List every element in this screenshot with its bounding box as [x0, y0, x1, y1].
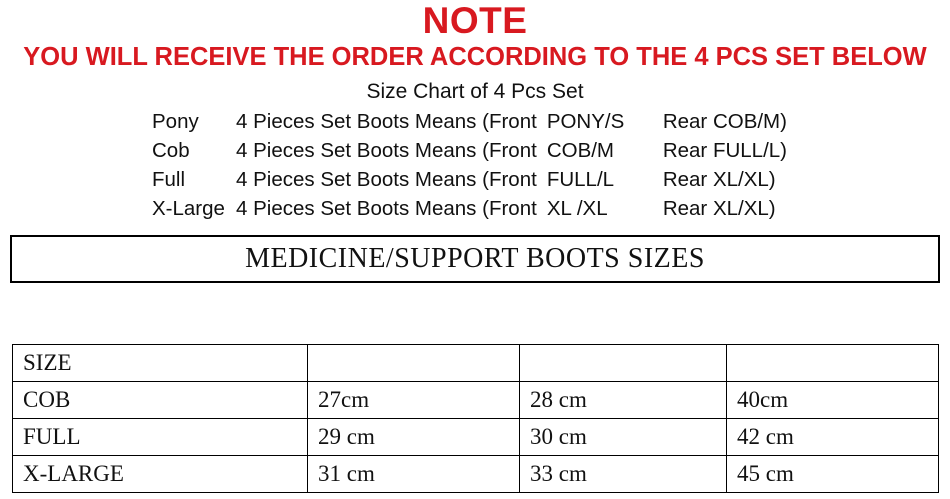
- table-cell: 29 cm: [308, 419, 520, 456]
- size-chart-row: [152, 107, 798, 136]
- table-cell: X-LARGE: [13, 456, 308, 493]
- size-chart-row-front: COB/M: [546, 139, 615, 162]
- size-chart-row-means: 4 Pieces Set Boots Means (Front: [236, 168, 537, 191]
- size-chart-rows: [152, 107, 798, 223]
- sizes-table-container: [12, 344, 938, 493]
- table-cell: 28 cm: [520, 382, 727, 419]
- size-chart-row-label: X-Large: [152, 197, 225, 220]
- size-chart-row-label: Cob: [152, 139, 190, 162]
- table-header-cell: [520, 345, 727, 382]
- note-subtitle: YOU WILL RECEIVE THE ORDER ACCORDING TO THE 4 PCS SET BELOW: [23, 43, 927, 71]
- size-chart-heading: Size Chart of 4 Pcs Set: [366, 80, 584, 103]
- size-chart-row-front: PONY/S: [546, 110, 625, 133]
- table-header-row: [13, 345, 939, 382]
- table-cell: 27cm: [308, 382, 520, 419]
- boots-sizes-banner: [10, 235, 940, 283]
- size-chart-row-rear: Rear XL/XL): [662, 197, 776, 220]
- table-header-cell: SIZE: [13, 345, 308, 382]
- size-chart-row: [152, 136, 798, 165]
- size-chart-row-label: Full: [152, 168, 186, 191]
- table-cell: 40cm: [727, 382, 939, 419]
- table-row: [13, 419, 939, 456]
- table-header-cell: [308, 345, 520, 382]
- size-chart-row-rear: Rear XL/XL): [662, 168, 776, 191]
- document-page: [0, 1, 950, 499]
- table-cell: FULL: [13, 419, 308, 456]
- table-cell: 33 cm: [520, 456, 727, 493]
- note-title: NOTE: [422, 0, 528, 41]
- boots-sizes-banner-text: MEDICINE/SUPPORT BOOTS SIZES: [245, 243, 705, 274]
- table-header-cell: [727, 345, 939, 382]
- table-row: [13, 382, 939, 419]
- size-chart-row-means: 4 Pieces Set Boots Means (Front: [236, 197, 537, 220]
- table-row: [13, 456, 939, 493]
- sizes-table: [12, 344, 939, 493]
- size-chart-row: [152, 194, 798, 223]
- size-chart-row-label: Pony: [152, 110, 199, 133]
- table-cell: COB: [13, 382, 308, 419]
- size-chart-row-means: 4 Pieces Set Boots Means (Front: [236, 139, 537, 162]
- size-chart-row-rear: Rear FULL/L): [662, 139, 787, 162]
- table-cell: 45 cm: [727, 456, 939, 493]
- size-chart-row-front: XL /XL: [546, 197, 608, 220]
- table-cell: 42 cm: [727, 419, 939, 456]
- table-cell: 30 cm: [520, 419, 727, 456]
- size-chart-row-rear: Rear COB/M): [662, 110, 787, 133]
- size-chart-row: [152, 165, 798, 194]
- size-chart-row-means: 4 Pieces Set Boots Means (Front: [236, 110, 537, 133]
- size-chart-row-front: FULL/L: [546, 168, 615, 191]
- table-cell: 31 cm: [308, 456, 520, 493]
